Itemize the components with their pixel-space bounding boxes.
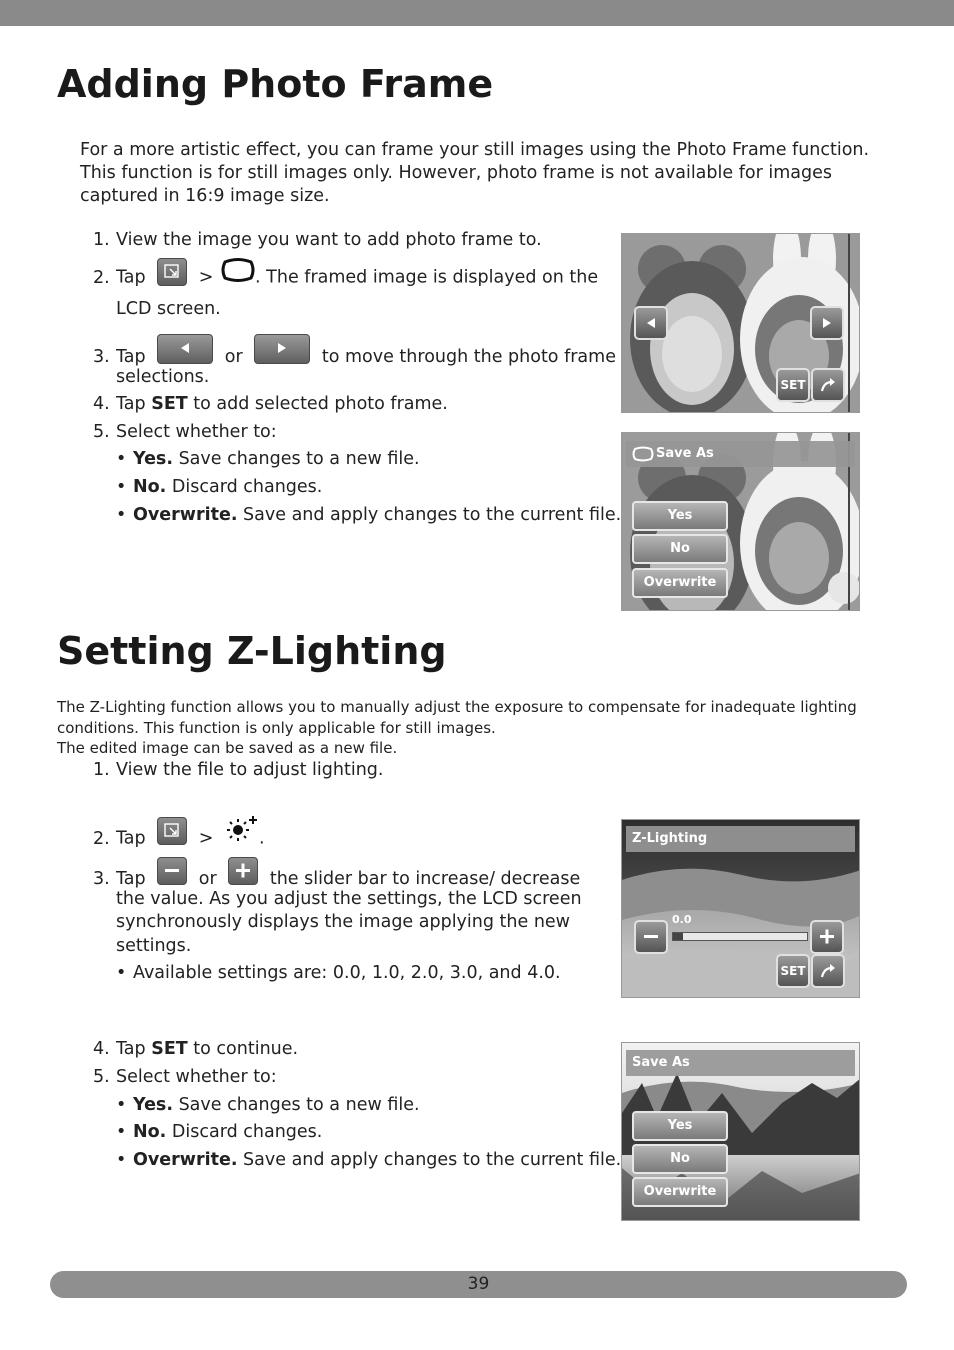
z-lighting-title-bar [626, 826, 855, 852]
bullet-dot: • [116, 1150, 127, 1170]
zlight-available-settings [116, 962, 561, 985]
step-text: > [198, 267, 214, 288]
section-title-photo-frame: Adding Photo Frame [57, 62, 494, 106]
page-footer [50, 1271, 907, 1298]
lcd-screen-photo-frame [621, 233, 860, 413]
option-bold: Overwrite. [133, 505, 238, 525]
frame-step-1 [93, 229, 542, 252]
step-text-cont: settings. [116, 936, 192, 956]
step-text: Tap [116, 267, 146, 288]
bullet-dot: • [116, 1122, 127, 1142]
lcd-set-button: SET [776, 954, 810, 988]
step-text: to add selected photo frame. [193, 394, 448, 414]
bullet-dot: • [116, 963, 127, 983]
photo-frame-icon [221, 258, 255, 289]
lcd-screen-zlight-save-as [621, 1042, 860, 1221]
option-text: Save and apply changes to the current file. [243, 1150, 622, 1170]
z-lighting-icon [223, 814, 259, 851]
option-text: Available settings are: 0.0, 1.0, 2.0, 3.0, and 4.0. [133, 963, 561, 983]
step-text: the slider bar to increase/ decrease [269, 869, 581, 889]
z-lighting-intro-2: The edited image can be saved as a new file. [57, 739, 398, 757]
option-bold: Overwrite. [133, 1150, 238, 1170]
lcd-return-icon [811, 954, 845, 988]
step-text: > [198, 828, 214, 849]
minus-icon [157, 857, 187, 885]
step-text: Select whether to: [116, 1067, 277, 1087]
step-number: 4. [93, 394, 110, 414]
step-text: or [198, 869, 217, 889]
frame-step-5 [93, 421, 277, 444]
step-text: . [259, 828, 265, 849]
frame-option-yes [116, 448, 420, 471]
step-number: 2. [93, 828, 110, 849]
bullet-dot: • [116, 449, 127, 469]
z-lighting-intro: The Z-Lighting function allows you to manually adjust the exposure to compensate for inadequate lighting conditions. This function is only applicable for still images. [57, 698, 857, 737]
lcd-overwrite-button: Overwrite [632, 568, 728, 598]
step-text-cont: synchronously displays the image applying the new [116, 912, 570, 932]
save-as-title-bar [626, 1050, 855, 1076]
bullet-dot: • [116, 1095, 127, 1115]
section-title-z-lighting: Setting Z-Lighting [57, 629, 447, 673]
page-number: 39 [467, 1274, 490, 1294]
lcd-right-arrow-button [810, 306, 844, 340]
lcd-yes-button: Yes [632, 501, 728, 531]
right-arrow-icon [254, 334, 310, 364]
lcd-no-button: No [632, 1144, 728, 1174]
lcd-set-button: SET [776, 368, 810, 402]
lcd-screen-z-lighting [621, 819, 860, 998]
lcd-yes-button: Yes [632, 1111, 728, 1141]
step-text: View the file to adjust lighting. [116, 760, 384, 780]
step-text: View the image you want to add photo frame to. [116, 230, 542, 250]
option-bold: No. [133, 1122, 167, 1142]
step-text: to continue. [193, 1039, 299, 1059]
step-number: 1. [93, 230, 110, 250]
zlight-option-yes [116, 1094, 420, 1117]
option-text: Discard changes. [171, 477, 323, 497]
lcd-no-button: No [632, 534, 728, 564]
option-text: Save changes to a new file. [178, 1095, 420, 1115]
zlight-option-no [116, 1121, 322, 1144]
step-number: 1. [93, 760, 110, 780]
step-text-cont: selections. [116, 367, 210, 387]
step-number: 4. [93, 1039, 110, 1059]
step-number: 2. [93, 267, 110, 288]
frame-step-2 [93, 262, 598, 293]
zlight-option-overwrite [116, 1149, 621, 1172]
exposure-slider-fill [673, 933, 683, 940]
edit-icon [157, 258, 187, 286]
step-text-cont: the value. As you adjust the settings, the LCD screen [116, 889, 582, 909]
step-text: Tap [116, 394, 146, 414]
frame-option-no [116, 476, 322, 499]
exposure-slider-track [672, 932, 808, 941]
lcd-overwrite-button: Overwrite [632, 1177, 728, 1207]
zlight-step-2 [93, 820, 265, 857]
step-text: Tap [116, 869, 146, 889]
option-text: Save changes to a new file. [178, 449, 420, 469]
lcd-screen-frame-save-as [621, 432, 860, 611]
option-bold: Yes. [133, 1095, 173, 1115]
photo-frame-icon [632, 446, 654, 462]
step-text: Tap [116, 347, 146, 367]
option-text: Save and apply changes to the current file. [243, 505, 622, 525]
step-number: 3. [93, 347, 110, 367]
photo-frame-intro: For a more artistic effect, you can frame your still images using the Photo Frame function. This function is for still images only. However, photo frame is not available for images captured in 16:9 image size. [80, 140, 870, 206]
step-text-cont: LCD screen. [116, 299, 221, 319]
zlight-step-5 [93, 1066, 277, 1089]
step-bold: SET [151, 394, 188, 414]
frame-option-overwrite [116, 504, 621, 527]
zlight-step-1 [93, 759, 383, 782]
step-bold: SET [151, 1039, 188, 1059]
edit-icon [157, 817, 187, 845]
option-text: Discard changes. [171, 1122, 323, 1142]
plus-icon [228, 857, 258, 885]
save-as-title: Save As [632, 1055, 690, 1070]
lcd-plus-button [810, 920, 844, 954]
top-header-bar [0, 0, 954, 26]
option-bold: Yes. [133, 449, 173, 469]
step-number: 3. [93, 869, 110, 889]
lcd-minus-button [634, 920, 668, 954]
zlight-step-4 [93, 1038, 298, 1061]
lcd-left-arrow-button [634, 306, 668, 340]
step-text: Tap [116, 828, 146, 849]
frame-step-4 [93, 393, 448, 416]
option-bold: No. [133, 477, 167, 497]
lcd-return-icon [811, 368, 845, 402]
step-text: Select whether to: [116, 422, 277, 442]
step-text: to move through the photo frame [321, 347, 616, 367]
save-as-title-bar [626, 441, 855, 467]
step-number: 5. [93, 1067, 110, 1087]
z-lighting-title: Z-Lighting [632, 831, 708, 846]
bullet-dot: • [116, 477, 127, 497]
bullet-dot: • [116, 505, 127, 525]
left-arrow-icon [157, 334, 213, 364]
slider-value-label: 0.0 [672, 913, 692, 926]
save-as-title: Save As [656, 446, 714, 461]
step-text: . The framed image is displayed on the [255, 267, 599, 288]
step-number: 5. [93, 422, 110, 442]
step-text: Tap [116, 1039, 146, 1059]
step-text: or [224, 347, 243, 367]
